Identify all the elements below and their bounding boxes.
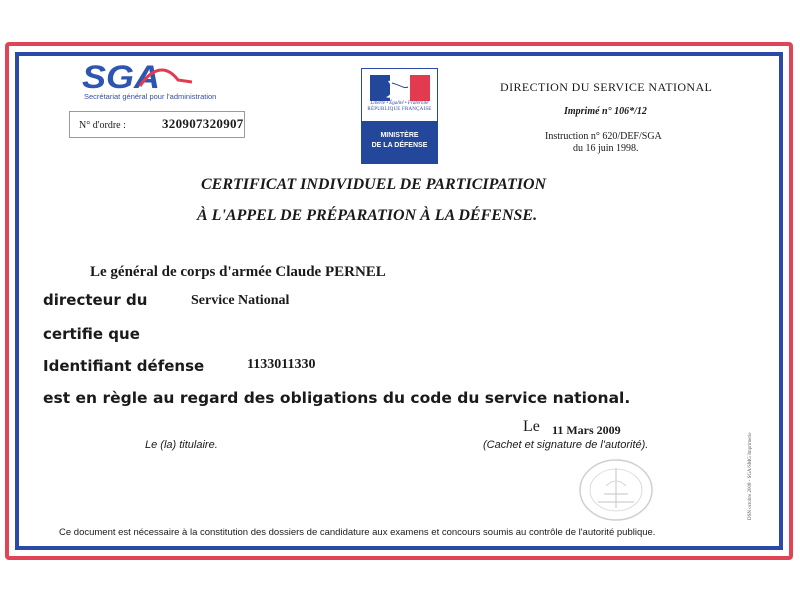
certifie-label: certifie que bbox=[43, 325, 140, 343]
identifiant-label: Identifiant défense bbox=[43, 357, 205, 375]
printer-note: DSN octobre 2008 - SGA/SMG Imprimerie bbox=[748, 432, 753, 520]
certificate-title-line1: CERTIFICAT INDIVIDUEL DE PARTICIPATION bbox=[201, 176, 547, 193]
general-name: Le général de corps d'armée Claude PERNEL bbox=[90, 264, 386, 280]
ministry-name: MINISTÈRE DE LA DÉFENSE bbox=[371, 132, 428, 149]
official-stamp-icon bbox=[568, 452, 664, 524]
sga-subtitle: Secrétariat général pour l'administration bbox=[84, 92, 217, 101]
directeur-label: directeur du bbox=[43, 291, 148, 309]
holder-signature-label: Le (la) titulaire. bbox=[145, 439, 218, 451]
date-prefix: Le bbox=[523, 418, 540, 435]
instruction-reference: Instruction n° 620/DEF/SGA bbox=[545, 131, 662, 142]
certificate-title-line2: À L'APPEL DE PRÉPARATION À LA DÉFENSE. bbox=[197, 207, 538, 224]
identifiant-value: 1133011330 bbox=[247, 357, 316, 372]
instruction-date: du 16 juin 1998. bbox=[573, 143, 639, 154]
marianne-flag-icon bbox=[370, 75, 430, 101]
ministry-motto: Liberté • Égalité • Fraternité bbox=[370, 101, 429, 106]
direction-heading: DIRECTION DU SERVICE NATIONAL bbox=[500, 80, 713, 94]
issue-date: 11 Mars 2009 bbox=[552, 423, 621, 437]
compliance-statement: est en règle au regard des obligations du code du service national. bbox=[43, 389, 631, 407]
service-value: Service National bbox=[191, 293, 290, 308]
order-number-label: N° d'ordre : bbox=[79, 120, 126, 131]
authority-stamp-label: (Cachet et signature de l'autorité). bbox=[483, 439, 649, 451]
sga-logo-text: SGA bbox=[82, 60, 160, 94]
order-number-value: 320907320907 bbox=[162, 116, 244, 131]
footer-note: Ce document est nécessaire à la constitution des dossiers de candidature aux examens et concours soumis au contrôle de l'autorité publique. bbox=[59, 527, 656, 538]
imprime-number: Imprimé n° 106*/12 bbox=[564, 106, 647, 117]
ministry-republic: RÉPUBLIQUE FRANÇAISE bbox=[367, 107, 432, 112]
sga-logo bbox=[82, 60, 192, 94]
